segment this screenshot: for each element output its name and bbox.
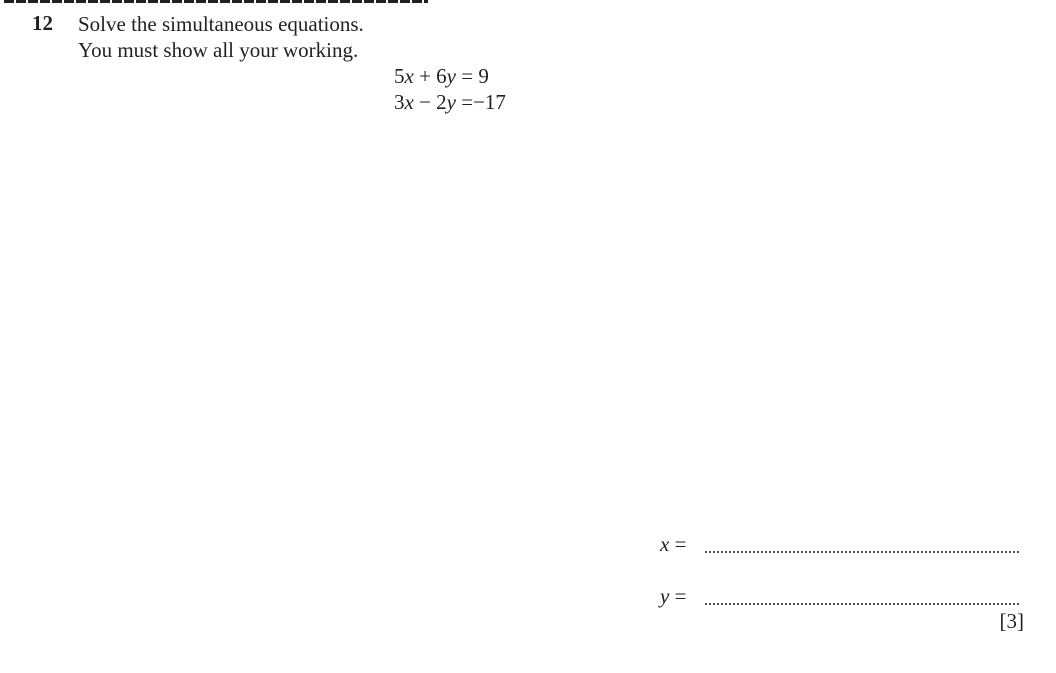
variable: y bbox=[446, 64, 456, 88]
answer-variable: x bbox=[660, 532, 670, 556]
answer-line-x bbox=[660, 532, 1020, 556]
marks-indicator: [3] bbox=[999, 609, 1024, 633]
question-stem bbox=[78, 11, 364, 63]
variable: x bbox=[404, 90, 414, 114]
answer-equals: = bbox=[669, 532, 687, 556]
answer-line-y bbox=[660, 584, 1020, 608]
answer-equals: = bbox=[669, 584, 687, 608]
coefficient: 5 bbox=[394, 64, 405, 88]
answer-variable: y bbox=[660, 584, 670, 608]
coefficient: 3 bbox=[394, 90, 405, 114]
variable: x bbox=[404, 64, 414, 88]
answer-field-y[interactable] bbox=[704, 584, 1020, 608]
operator-coefficient: + 6 bbox=[413, 64, 447, 88]
answer-label-x bbox=[660, 532, 704, 556]
question-instruction: You must show all your working. bbox=[78, 38, 359, 62]
equation-1 bbox=[394, 63, 506, 89]
answer-field-x[interactable] bbox=[704, 532, 1020, 556]
operator-coefficient: − 2 bbox=[413, 90, 447, 114]
question-number: 12 bbox=[32, 11, 53, 35]
equation-2 bbox=[394, 89, 506, 115]
question-instruction: Solve the simultaneous equations. bbox=[78, 12, 364, 36]
equation-block bbox=[394, 63, 506, 115]
variable: y bbox=[446, 90, 456, 114]
equals-value: = 9 bbox=[456, 64, 489, 88]
header-rule bbox=[4, 0, 428, 3]
equals-value: =−17 bbox=[456, 90, 506, 114]
answer-label-y bbox=[660, 584, 704, 608]
